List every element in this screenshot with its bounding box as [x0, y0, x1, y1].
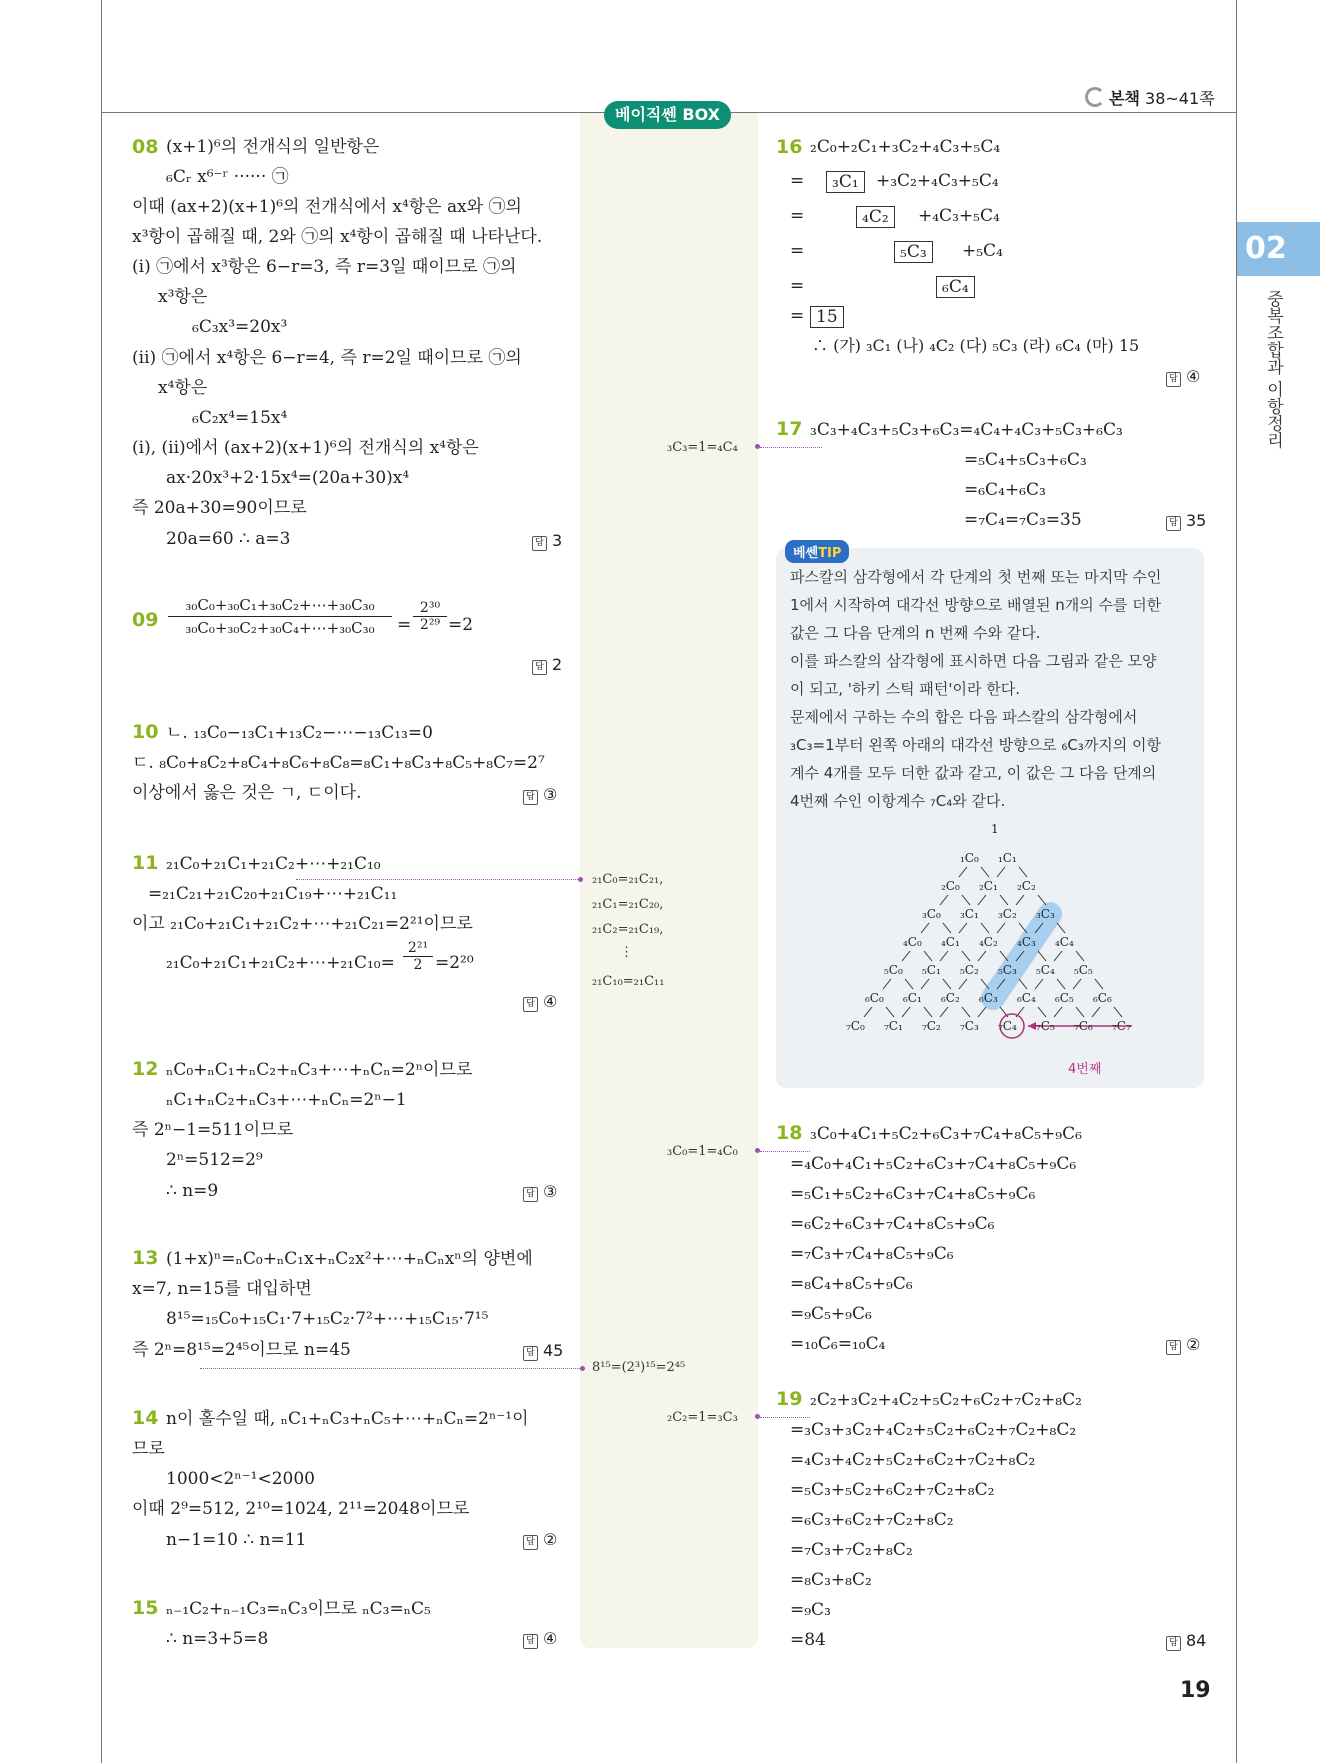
- pascal-connector: [940, 951, 948, 961]
- pascal-node: ₆C₀: [865, 991, 884, 1005]
- problem-number: 19: [776, 1388, 803, 1410]
- tip-line: 계수 4개를 모두 더한 값과 같고, 이 값은 그 다음 단계의: [790, 764, 1157, 782]
- pascal-top: 1: [991, 822, 999, 836]
- solution-line: 이때 2⁹=512, 2¹⁰=1024, 2¹¹=2048이므로: [132, 1499, 470, 1519]
- pascal-connector: [1038, 895, 1046, 905]
- chapter-title: 중복조합과 이항정리: [1263, 290, 1283, 449]
- pascal-connector: [962, 1007, 970, 1017]
- fraction: 2³⁰ 2²⁹: [413, 600, 447, 633]
- solution-line: ₆Cᵣ x⁶⁻ʳ ······ ㉠: [166, 167, 289, 187]
- tip-line: 이를 파스칼의 삼각형에 표시하면 다음 그림과 같은 모양: [790, 652, 1157, 670]
- answer-icon: 답: [523, 1346, 538, 1361]
- solution-line: =₄C₀+₄C₁+₅C₂+₆C₃+₇C₄+₈C₅+₉C₆: [790, 1154, 1077, 1174]
- problem-number: 08: [132, 136, 159, 158]
- box-note: ₃C₀=1=₄C₀: [667, 1144, 738, 1159]
- solution-line: 2ⁿ=512=2⁹: [166, 1150, 263, 1170]
- pascal-node: ₃C₁: [960, 907, 979, 921]
- tip-line: 1에서 시작하여 대각선 방향으로 배열된 n개의 수를 더한: [790, 596, 1162, 614]
- solution-line: n−1=10 ∴ n=11: [166, 1530, 307, 1550]
- solution-line: ㄴ. ₁₃C₀−₁₃C₁+₁₃C₂−⋯−₁₃C₁₃=0: [166, 723, 433, 743]
- arrow-head-icon: [1028, 1022, 1036, 1030]
- answer: 답 ③: [523, 1182, 557, 1202]
- fraction: ₃₀C₀+₃₀C₁+₃₀C₂+⋯+₃₀C₃₀ ₃₀C₀+₃₀C₂+₃₀C₄+⋯+₃₀C₃₀: [168, 596, 392, 637]
- pascal-node: ₃C₃: [1036, 907, 1055, 921]
- pascal-connector: [883, 979, 891, 989]
- solution-line: ₂₁C₀+₂₁C₁+₂₁C₂+⋯+₂₁C₁₀=: [166, 953, 395, 973]
- pascal-triangle: [776, 820, 1204, 1080]
- pascal-node: ₇C₁: [884, 1019, 903, 1033]
- pascal-node: ₆C₆: [1093, 991, 1112, 1005]
- solution-line: 8¹⁵=₁₅C₀+₁₅C₁·7+₁₅C₂·7²+⋯+₁₅C₁₅·7¹⁵: [166, 1309, 489, 1329]
- solution-line: =₂₁C₂₁+₂₁C₂₀+₂₁C₁₉+⋯+₂₁C₁₁: [148, 884, 398, 904]
- solution-line: ㄷ. ₈C₀+₈C₂+₈C₄+₈C₆+₈C₈=₈C₁+₈C₃+₈C₅+₈C₇=2⁷: [132, 753, 545, 773]
- solution-line: =₉C₃: [790, 1600, 831, 1620]
- basic-box-label: 베이직쎈 BOX: [604, 101, 731, 129]
- solution-line: =₆C₂+₆C₃+₇C₄+₈C₅+₉C₆: [790, 1214, 995, 1234]
- pascal-node: ₆C₁: [903, 991, 922, 1005]
- box-note: ₂₁C₁₀=₂₁C₁₁: [592, 974, 665, 989]
- answer: 답 ③: [523, 785, 557, 805]
- answer: 답 3: [532, 531, 562, 551]
- pascal-connector: [886, 1007, 894, 1017]
- pascal-connector: [921, 979, 929, 989]
- box-note: ₂C₂=1=₃C₃: [667, 1410, 738, 1425]
- page-number: 19: [1180, 1678, 1211, 1703]
- answer: 답 84: [1166, 1631, 1206, 1651]
- box-note: ₂₁C₀=₂₁C₂₁,: [592, 872, 664, 887]
- solution-line: (ii) ㉠에서 x⁴항은 6−r=4, 즉 r=2일 때이므로 ㉠의: [132, 348, 522, 368]
- pascal-node: ₇C₃: [960, 1019, 979, 1033]
- pascal-connector: [978, 951, 986, 961]
- pascal-connector: [902, 1007, 910, 1017]
- box-note: 8¹⁵=(2³)¹⁵=2⁴⁵: [592, 1360, 686, 1375]
- pascal-connector: [981, 979, 989, 989]
- solution-line: 1000<2ⁿ⁻¹<2000: [166, 1469, 315, 1489]
- solution-line: x⁴항은: [158, 378, 208, 398]
- pascal-connector: [1038, 951, 1046, 961]
- pascal-connector: [924, 1007, 932, 1017]
- pascal-connector: [1095, 979, 1103, 989]
- pascal-connector: [959, 867, 967, 877]
- problem-number: 16: [776, 136, 803, 158]
- solution-line: =₆C₄+₆C₃: [964, 480, 1046, 500]
- pascal-connector: [921, 923, 929, 933]
- solution-line: ∴ n=3+5=8: [166, 1629, 269, 1649]
- answer: 답 35: [1166, 511, 1206, 531]
- solution-line: (i) ㉠에서 x³항은 6−r=3, 즉 r=3일 때이므로 ㉠의: [132, 257, 517, 277]
- pascal-connector: [962, 951, 970, 961]
- pascal-connector: [997, 923, 1005, 933]
- solution-line: (1+x)ⁿ=ₙC₀+ₙC₁x+ₙC₂x²+⋯+ₙCₙxⁿ의 양변에: [166, 1249, 533, 1269]
- book-ref-icon: [1085, 87, 1105, 107]
- solution-line: 이상에서 옳은 것은 ㄱ, ㄷ이다.: [132, 783, 362, 803]
- solution-line: ₂C₀+₂C₁+₃C₂+₄C₃+₅C₄: [810, 137, 1001, 157]
- pascal-connector: [1038, 1007, 1046, 1017]
- pascal-connector: [1057, 923, 1065, 933]
- solution-line: =₃C₃+₃C₂+₄C₂+₅C₂+₆C₂+₇C₂+₈C₂: [790, 1420, 1077, 1440]
- solution-line: n이 홀수일 때, ₙC₁+ₙC₃+ₙC₅+⋯+ₙCₙ=2ⁿ⁻¹이: [166, 1409, 529, 1429]
- arrow-label: 4번째: [1068, 1062, 1102, 1077]
- pascal-connector: [902, 951, 910, 961]
- tip-line: 파스칼의 삼각형에서 각 단계의 첫 번째 또는 마지막 수인: [790, 568, 1162, 586]
- answer: 답 ④: [523, 992, 557, 1012]
- solution-line: =₇C₃+₇C₂+₈C₂: [790, 1540, 913, 1560]
- solution-line: 이고 ₂₁C₀+₂₁C₁+₂₁C₂+⋯+₂₁C₂₁=2²¹이므로: [132, 914, 473, 934]
- answer-icon: 답: [1166, 1340, 1181, 1355]
- tip-line: 4번째 수인 이항계수 ₇C₄와 같다.: [790, 792, 1006, 810]
- solution-line: ₙC₁+ₙC₂+ₙC₃+⋯+ₙCₙ=2ⁿ−1: [166, 1090, 407, 1110]
- pascal-connector: [981, 867, 989, 877]
- answer-icon: 답: [523, 1187, 538, 1202]
- pascal-node: ₆C₃: [979, 991, 998, 1005]
- answer-icon: 답: [1166, 372, 1181, 387]
- answer-icon: 답: [1166, 1636, 1181, 1651]
- pascal-node: ₄C₄: [1055, 935, 1074, 949]
- pascal-node: ₄C₃: [1017, 935, 1036, 949]
- solution-line: =₇C₄=₇C₃=35: [964, 510, 1082, 530]
- solution-line: =₈C₄+₈C₅+₉C₆: [790, 1274, 913, 1294]
- solution-line: ₂₁C₀+₂₁C₁+₂₁C₂+⋯+₂₁C₁₀: [166, 854, 381, 874]
- answer: 답 2: [532, 655, 562, 675]
- pascal-connector: [1054, 951, 1062, 961]
- answer-icon: 답: [532, 660, 547, 675]
- pascal-connector: [1073, 979, 1081, 989]
- pascal-node: ₁C₀: [960, 851, 979, 865]
- solution-line: (i), (ii)에서 (ax+2)(x+1)⁶의 전개식의 x⁴항은: [132, 438, 479, 458]
- answer-icon: 답: [523, 790, 538, 805]
- answer-icon: 답: [1166, 516, 1181, 531]
- pascal-connector: [981, 923, 989, 933]
- pascal-connector: [1035, 979, 1043, 989]
- solution-line: 즉 20a+30=90이므로: [132, 498, 307, 518]
- answer-icon: 답: [523, 997, 538, 1012]
- pascal-node: ₃C₂: [998, 907, 1017, 921]
- solution-line: ₙC₀+ₙC₁+ₙC₂+ₙC₃+⋯+ₙCₙ=2ⁿ이므로: [166, 1060, 473, 1080]
- pascal-connector: [1019, 979, 1027, 989]
- solution-line: =₉C₅+₉C₆: [790, 1304, 872, 1324]
- problem-number: 13: [132, 1247, 159, 1269]
- tip-line: 값은 그 다음 단계의 n 번째 수와 같다.: [790, 624, 1041, 642]
- pascal-connector: [978, 895, 986, 905]
- problem-number: 12: [132, 1058, 159, 1080]
- problem-number: 09: [132, 609, 159, 631]
- pascal-node: ₄C₂: [979, 935, 998, 949]
- pascal-node: ₇C₀: [846, 1019, 865, 1033]
- solution-line: 즉 2ⁿ=8¹⁵=2⁴⁵이므로 n=45: [132, 1340, 351, 1360]
- solution-line: ₆C₂x⁴=15x⁴: [192, 408, 288, 428]
- solution-line: ₂C₂+₃C₂+₄C₂+₅C₂+₆C₂+₇C₂+₈C₂: [810, 1390, 1082, 1410]
- box-note: ₂₁C₂=₂₁C₁₉,: [592, 922, 664, 937]
- pascal-node: ₃C₀: [922, 907, 941, 921]
- solution-line: =₆C₃+₆C₂+₇C₂+₈C₂: [790, 1510, 954, 1530]
- solution-line: x³항은: [158, 287, 208, 307]
- pascal-node: ₁C₁: [998, 851, 1017, 865]
- pascal-node: ₄C₁: [941, 935, 960, 949]
- solution-line: x=7, n=15를 대입하면: [132, 1279, 312, 1299]
- pascal-connector: [943, 979, 951, 989]
- solution-line: ₃C₀+₄C₁+₅C₂+₆C₃+₇C₄+₈C₅+₉C₆: [810, 1124, 1082, 1144]
- solution-line: =₈C₃+₈C₂: [790, 1570, 872, 1590]
- pascal-node: ₆C₄: [1017, 991, 1036, 1005]
- problem-number: 17: [776, 418, 803, 440]
- solution-line: ₃C₃+₄C₃+₅C₃+₆C₃=₄C₄+₄C₃+₅C₃+₆C₃: [810, 420, 1123, 440]
- pascal-connector: [1019, 867, 1027, 877]
- solution-line: x³항이 곱해질 때, 2와 ㉠의 x⁴항이 곱해질 때 나타난다.: [132, 227, 543, 247]
- pascal-node: ₂C₁: [979, 879, 998, 893]
- solution-line: 즉 2ⁿ−1=511이므로: [132, 1120, 294, 1140]
- pascal-node: ₇C₄: [998, 1019, 1017, 1033]
- solution-line: ax·20x³+2·15x⁴=(20a+30)x⁴: [166, 468, 410, 488]
- answer: 답 ②: [523, 1530, 557, 1550]
- pascal-connector: [1076, 951, 1084, 961]
- pascal-connector: [962, 895, 970, 905]
- pascal-node: ₅C₂: [960, 963, 979, 977]
- tip-line: 이 되고, '하키 스틱 패턴'이라 한다.: [790, 680, 1020, 698]
- solution-line: ₙ₋₁C₂+ₙ₋₁C₃=ₙC₃이므로 ₙC₃=ₙC₅: [166, 1599, 431, 1619]
- answer-icon: 답: [523, 1535, 538, 1550]
- pascal-connector: [1057, 979, 1065, 989]
- pascal-node: ₇C₇: [1112, 1019, 1131, 1033]
- pascal-connector: [940, 895, 948, 905]
- solution-line: =₁₀C₆=₁₀C₄: [790, 1334, 886, 1354]
- pascal-node: ₅C₄: [1036, 963, 1055, 977]
- pascal-connector: [978, 1007, 986, 1017]
- pascal-node: ₂C₀: [941, 879, 960, 893]
- pascal-connector: [1019, 923, 1027, 933]
- solution-line: 므로: [132, 1439, 165, 1459]
- solution-line: (x+1)⁶의 전개식의 일반항은: [166, 137, 380, 157]
- solution-line: =₇C₃+₇C₄+₈C₅+₉C₆: [790, 1244, 954, 1264]
- pascal-connector: [864, 1007, 872, 1017]
- fraction: 2²¹ 2: [403, 940, 433, 973]
- pascal-connector: [959, 923, 967, 933]
- answer-icon: 답: [523, 1634, 538, 1649]
- problem-number: 14: [132, 1407, 159, 1429]
- pascal-connector: [997, 867, 1005, 877]
- problem-number: 15: [132, 1597, 159, 1619]
- solution-line: ∴ (가) ₃C₁ (나) ₄C₂ (다) ₅C₃ (라) ₆C₄ (마) 15: [812, 336, 1140, 355]
- solution-line: ₆C₃x³=20x³: [192, 317, 288, 337]
- problem-number: 10: [132, 721, 159, 743]
- pascal-connector: [959, 979, 967, 989]
- pascal-connector: [1076, 1007, 1084, 1017]
- pascal-connector: [1000, 895, 1008, 905]
- pascal-connector: [1016, 895, 1024, 905]
- pascal-connector: [1114, 1007, 1122, 1017]
- pascal-connector: [940, 1007, 948, 1017]
- pascal-node: ₇C₂: [922, 1019, 941, 1033]
- pascal-node: ₅C₀: [884, 963, 903, 977]
- answer: 답 ②: [1166, 1335, 1200, 1355]
- pascal-node: ₆C₂: [941, 991, 960, 1005]
- answer-icon: 답: [532, 536, 547, 551]
- solution-line: 이때 (ax+2)(x+1)⁶의 전개식에서 x⁴항은 ax와 ㉠의: [132, 197, 522, 217]
- solution-line: =₅C₄+₅C₃+₆C₃: [964, 450, 1087, 470]
- problem-number: 18: [776, 1122, 803, 1144]
- pascal-connector: [1054, 1007, 1062, 1017]
- problem-number: 11: [132, 852, 159, 874]
- left-margin-line: [101, 0, 102, 1763]
- tip-line: ₃C₃=1부터 왼쪽 아래의 대각선 방향으로 ₆C₃까지의 이항: [790, 736, 1162, 754]
- solution-line: 20a=60 ∴ a=3: [166, 529, 291, 549]
- solution-line: =84: [790, 1630, 826, 1650]
- solution-line: ∴ n=9: [166, 1181, 219, 1201]
- pascal-node: ₂C₂: [1017, 879, 1036, 893]
- pascal-connector: [943, 923, 951, 933]
- solution-line: =₄C₃+₄C₂+₅C₂+₆C₂+₇C₂+₈C₂: [790, 1450, 1036, 1470]
- tip-badge: 베쎈TIP: [785, 540, 849, 563]
- pascal-node: ₅C₃: [998, 963, 1017, 977]
- pascal-node: ₇C₅: [1036, 1019, 1055, 1033]
- pascal-node: ₇C₆: [1074, 1019, 1093, 1033]
- chapter-tab[interactable]: 02: [1237, 222, 1320, 276]
- pascal-highlight: [864, 867, 1132, 1038]
- box-note: ₃C₃=1=₄C₄: [667, 440, 738, 455]
- solution-line: =₅C₁+₅C₂+₆C₃+₇C₄+₈C₅+₉C₆: [790, 1184, 1036, 1204]
- answer: 답 45: [523, 1341, 563, 1361]
- box-note: ⋮: [620, 945, 633, 960]
- pascal-connector: [1092, 1007, 1100, 1017]
- pascal-connector: [905, 979, 913, 989]
- pascal-node: ₅C₅: [1074, 963, 1093, 977]
- book-reference: 본책 38~41쪽: [1085, 86, 1215, 109]
- pascal-node: ₆C₅: [1055, 991, 1074, 1005]
- solution-line: =₅C₃+₅C₂+₆C₂+₇C₂+₈C₂: [790, 1480, 995, 1500]
- pascal-node: ₄C₀: [903, 935, 922, 949]
- pascal-connector: [924, 951, 932, 961]
- pascal-connector: [1000, 951, 1008, 961]
- pascal-node: ₅C₁: [922, 963, 941, 977]
- answer: 답 ④: [1166, 367, 1200, 387]
- box-note: ₂₁C₁=₂₁C₂₀,: [592, 897, 664, 912]
- answer: 답 ④: [523, 1629, 557, 1649]
- tip-line: 문제에서 구하는 수의 합은 다음 파스칼의 삼각형에서: [790, 708, 1138, 726]
